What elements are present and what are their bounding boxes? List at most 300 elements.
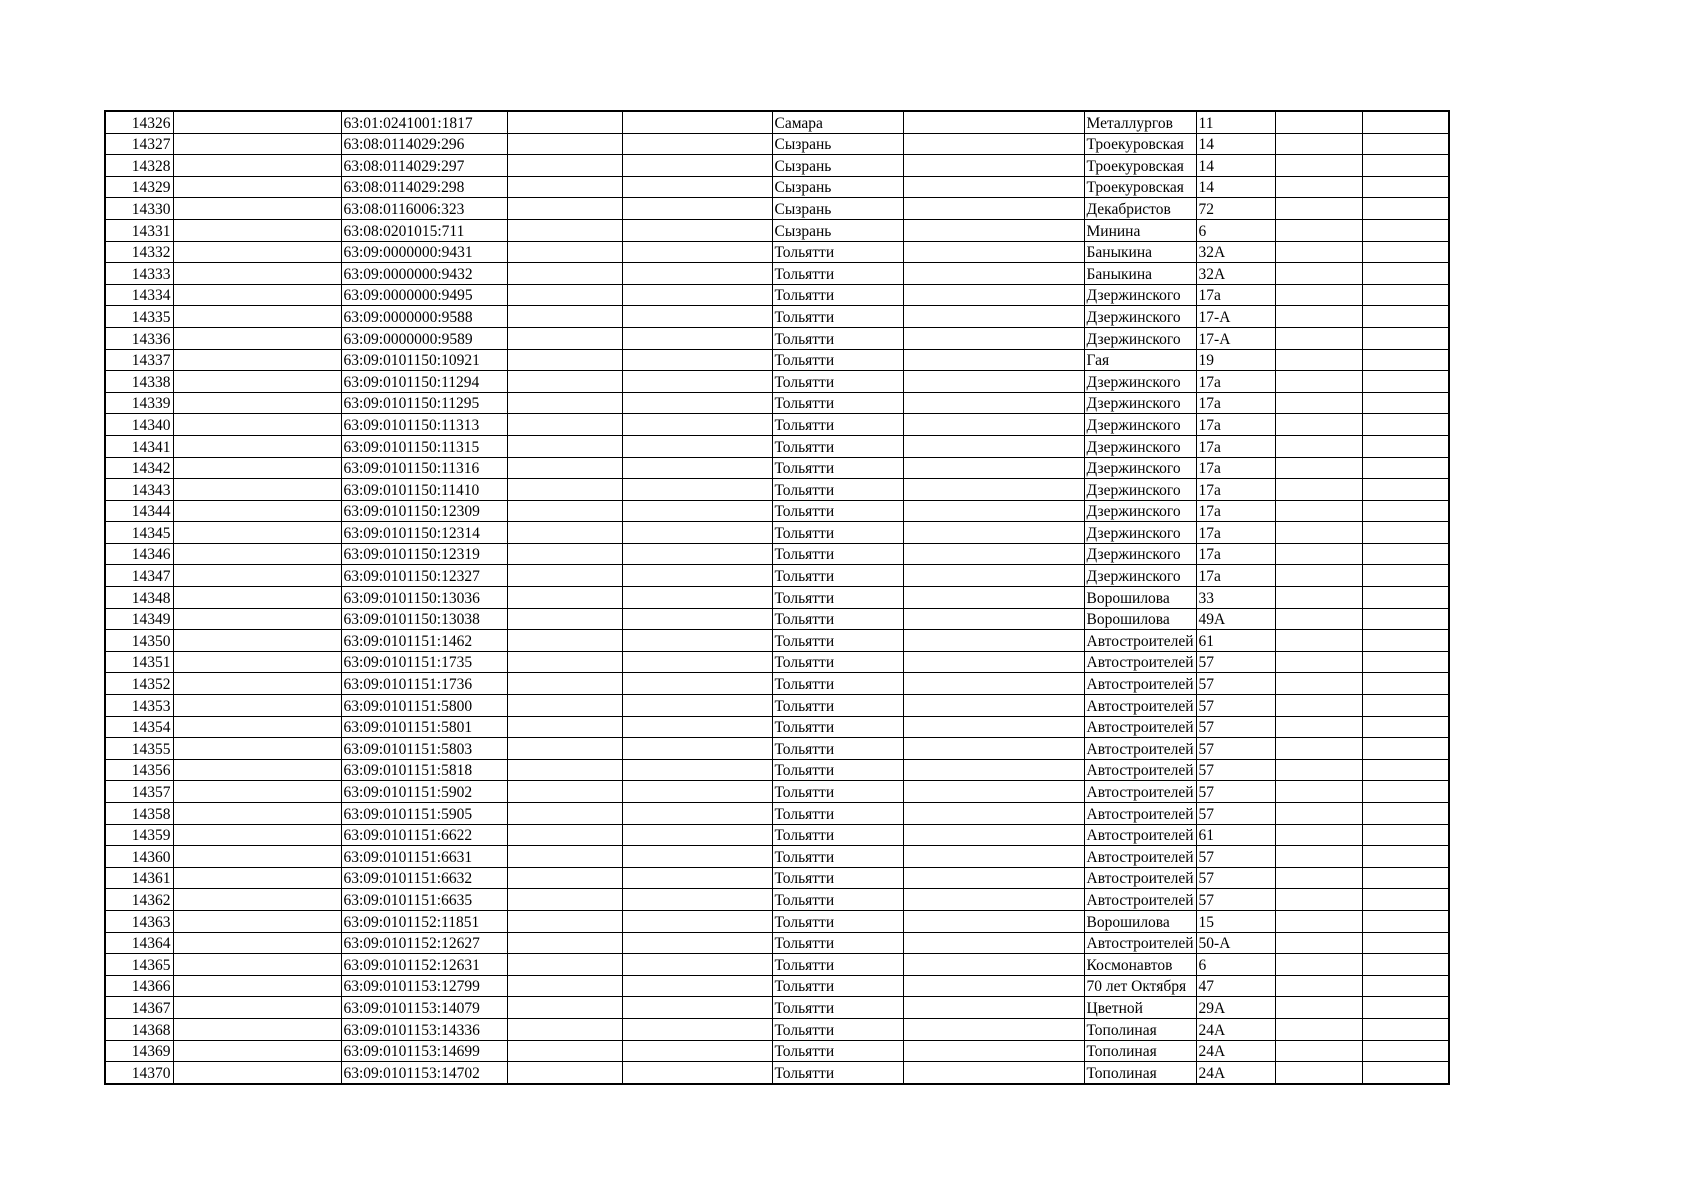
table-row xyxy=(105,867,1449,889)
table-row xyxy=(105,176,1449,198)
cadastral-number-cell: 63:09:0101151:1735 xyxy=(341,651,507,673)
row-number-cell: 14351 xyxy=(105,651,173,673)
blank-cell xyxy=(1275,284,1362,306)
blank-cell xyxy=(622,371,772,393)
house-number-cell: 17-А xyxy=(1196,327,1275,349)
house-number-cell: 17а xyxy=(1196,414,1275,436)
blank-cell xyxy=(622,824,772,846)
blank-cell xyxy=(1275,500,1362,522)
street-cell: Тополиная xyxy=(1084,1018,1196,1040)
house-number-cell: 6 xyxy=(1196,954,1275,976)
blank-cell xyxy=(1362,371,1449,393)
blank-cell xyxy=(903,198,1084,220)
street-cell: Автостроителей xyxy=(1084,673,1196,695)
blank-cell xyxy=(622,803,772,825)
blank-cell xyxy=(173,803,341,825)
blank-cell xyxy=(1275,111,1362,133)
street-cell: Автостроителей xyxy=(1084,824,1196,846)
blank-cell xyxy=(903,587,1084,609)
city-cell: Тольятти xyxy=(772,673,903,695)
blank-cell xyxy=(1275,392,1362,414)
blank-cell xyxy=(1275,630,1362,652)
row-number-cell: 14347 xyxy=(105,565,173,587)
blank-cell xyxy=(173,673,341,695)
blank-cell xyxy=(1275,803,1362,825)
table-row xyxy=(105,1040,1449,1062)
table-row xyxy=(105,543,1449,565)
row-number-cell: 14349 xyxy=(105,608,173,630)
city-cell: Тольятти xyxy=(772,565,903,587)
house-number-cell: 57 xyxy=(1196,695,1275,717)
blank-cell xyxy=(622,241,772,263)
blank-cell xyxy=(173,371,341,393)
street-cell: Дзержинского xyxy=(1084,306,1196,328)
street-cell: Металлургов xyxy=(1084,111,1196,133)
row-number-cell: 14340 xyxy=(105,414,173,436)
blank-cell xyxy=(1275,781,1362,803)
city-cell: Тольятти xyxy=(772,695,903,717)
blank-cell xyxy=(622,1040,772,1062)
blank-cell xyxy=(903,954,1084,976)
blank-cell xyxy=(507,111,622,133)
house-number-cell: 17а xyxy=(1196,371,1275,393)
house-number-cell: 17а xyxy=(1196,522,1275,544)
blank-cell xyxy=(622,198,772,220)
blank-cell xyxy=(507,500,622,522)
cadastral-number-cell: 63:09:0101153:14079 xyxy=(341,997,507,1019)
city-cell: Тольятти xyxy=(772,803,903,825)
blank-cell xyxy=(622,133,772,155)
blank-cell xyxy=(507,133,622,155)
table-row xyxy=(105,306,1449,328)
row-number-cell: 14355 xyxy=(105,738,173,760)
blank-cell xyxy=(173,608,341,630)
blank-cell xyxy=(903,889,1084,911)
table-row xyxy=(105,1062,1449,1084)
street-cell: Дзержинского xyxy=(1084,500,1196,522)
cadastral-number-cell: 63:09:0101151:6631 xyxy=(341,846,507,868)
street-cell: Автостроителей xyxy=(1084,803,1196,825)
city-cell: Сызрань xyxy=(772,198,903,220)
house-number-cell: 24А xyxy=(1196,1040,1275,1062)
blank-cell xyxy=(1275,306,1362,328)
blank-cell xyxy=(507,392,622,414)
blank-cell xyxy=(903,630,1084,652)
city-cell: Самара xyxy=(772,111,903,133)
table-row xyxy=(105,349,1449,371)
table-row xyxy=(105,155,1449,177)
table-row xyxy=(105,241,1449,263)
house-number-cell: 24А xyxy=(1196,1062,1275,1084)
blank-cell xyxy=(1275,219,1362,241)
row-number-cell: 14346 xyxy=(105,543,173,565)
blank-cell xyxy=(1275,155,1362,177)
blank-cell xyxy=(507,954,622,976)
street-cell: Тополиная xyxy=(1084,1040,1196,1062)
row-number-cell: 14354 xyxy=(105,716,173,738)
blank-cell xyxy=(1362,630,1449,652)
city-cell: Сызрань xyxy=(772,219,903,241)
row-number-cell: 14356 xyxy=(105,759,173,781)
city-cell: Тольятти xyxy=(772,587,903,609)
blank-cell xyxy=(173,241,341,263)
blank-cell xyxy=(903,133,1084,155)
blank-cell xyxy=(173,587,341,609)
blank-cell xyxy=(903,759,1084,781)
blank-cell xyxy=(173,392,341,414)
house-number-cell: 14 xyxy=(1196,176,1275,198)
city-cell: Тольятти xyxy=(772,630,903,652)
street-cell: Автостроителей xyxy=(1084,932,1196,954)
cadastral-number-cell: 63:09:0101153:12799 xyxy=(341,975,507,997)
table-body xyxy=(105,111,1449,1084)
cadastral-number-cell: 63:09:0101151:1462 xyxy=(341,630,507,652)
blank-cell xyxy=(622,155,772,177)
blank-cell xyxy=(173,435,341,457)
blank-cell xyxy=(622,176,772,198)
cadastral-number-cell: 63:09:0101150:11315 xyxy=(341,435,507,457)
house-number-cell: 57 xyxy=(1196,673,1275,695)
row-number-cell: 14353 xyxy=(105,695,173,717)
cadastral-number-cell: 63:09:0101150:12319 xyxy=(341,543,507,565)
house-number-cell: 57 xyxy=(1196,846,1275,868)
street-cell: Ворошилова xyxy=(1084,587,1196,609)
blank-cell xyxy=(1362,349,1449,371)
house-number-cell: 32А xyxy=(1196,263,1275,285)
cadastral-number-cell: 63:09:0101150:11295 xyxy=(341,392,507,414)
row-number-cell: 14368 xyxy=(105,1018,173,1040)
blank-cell xyxy=(507,695,622,717)
cadastral-number-cell: 63:09:0101150:13038 xyxy=(341,608,507,630)
house-number-cell: 17а xyxy=(1196,543,1275,565)
blank-cell xyxy=(1275,176,1362,198)
street-cell: Дзержинского xyxy=(1084,457,1196,479)
blank-cell xyxy=(903,1062,1084,1084)
house-number-cell: 17а xyxy=(1196,284,1275,306)
city-cell: Тольятти xyxy=(772,608,903,630)
table-row xyxy=(105,327,1449,349)
city-cell: Тольятти xyxy=(772,543,903,565)
city-cell: Тольятти xyxy=(772,371,903,393)
blank-cell xyxy=(1275,327,1362,349)
blank-cell xyxy=(173,263,341,285)
table-row xyxy=(105,759,1449,781)
table-row xyxy=(105,781,1449,803)
street-cell: Автостроителей xyxy=(1084,889,1196,911)
street-cell: Автостроителей xyxy=(1084,759,1196,781)
house-number-cell: 61 xyxy=(1196,630,1275,652)
city-cell: Сызрань xyxy=(772,155,903,177)
table-row xyxy=(105,651,1449,673)
street-cell: Дзержинского xyxy=(1084,479,1196,501)
blank-cell xyxy=(173,349,341,371)
blank-cell xyxy=(1275,435,1362,457)
blank-cell xyxy=(622,327,772,349)
row-number-cell: 14330 xyxy=(105,198,173,220)
street-cell: Тополиная xyxy=(1084,1062,1196,1084)
city-cell: Тольятти xyxy=(772,867,903,889)
blank-cell xyxy=(1362,327,1449,349)
row-number-cell: 14366 xyxy=(105,975,173,997)
blank-cell xyxy=(622,1062,772,1084)
city-cell: Тольятти xyxy=(772,263,903,285)
blank-cell xyxy=(173,155,341,177)
blank-cell xyxy=(622,587,772,609)
table-row xyxy=(105,846,1449,868)
blank-cell xyxy=(1275,910,1362,932)
blank-cell xyxy=(173,522,341,544)
city-cell: Тольятти xyxy=(772,1018,903,1040)
cadastral-number-cell: 63:09:0101150:12314 xyxy=(341,522,507,544)
row-number-cell: 14328 xyxy=(105,155,173,177)
city-cell: Тольятти xyxy=(772,932,903,954)
row-number-cell: 14348 xyxy=(105,587,173,609)
blank-cell xyxy=(903,1018,1084,1040)
house-number-cell: 17а xyxy=(1196,565,1275,587)
blank-cell xyxy=(173,1040,341,1062)
row-number-cell: 14370 xyxy=(105,1062,173,1084)
blank-cell xyxy=(903,803,1084,825)
blank-cell xyxy=(622,738,772,760)
street-cell: Автостроителей xyxy=(1084,846,1196,868)
blank-cell xyxy=(1275,975,1362,997)
blank-cell xyxy=(903,781,1084,803)
blank-cell xyxy=(173,306,341,328)
blank-cell xyxy=(903,284,1084,306)
blank-cell xyxy=(507,457,622,479)
blank-cell xyxy=(173,997,341,1019)
blank-cell xyxy=(622,997,772,1019)
blank-cell xyxy=(903,543,1084,565)
blank-cell xyxy=(622,673,772,695)
blank-cell xyxy=(1362,975,1449,997)
street-cell: Автостроителей xyxy=(1084,867,1196,889)
blank-cell xyxy=(622,284,772,306)
cadastral-number-cell: 63:09:0101150:13036 xyxy=(341,587,507,609)
cadastral-number-cell: 63:09:0101152:12627 xyxy=(341,932,507,954)
blank-cell xyxy=(173,1062,341,1084)
house-number-cell: 47 xyxy=(1196,975,1275,997)
blank-cell xyxy=(1362,1018,1449,1040)
row-number-cell: 14362 xyxy=(105,889,173,911)
cadastral-number-cell: 63:09:0101152:12631 xyxy=(341,954,507,976)
blank-cell xyxy=(903,414,1084,436)
table-row xyxy=(105,910,1449,932)
row-number-cell: 14342 xyxy=(105,457,173,479)
blank-cell xyxy=(507,932,622,954)
blank-cell xyxy=(1362,457,1449,479)
blank-cell xyxy=(1362,651,1449,673)
table-row xyxy=(105,738,1449,760)
house-number-cell: 33 xyxy=(1196,587,1275,609)
blank-cell xyxy=(903,910,1084,932)
table-row xyxy=(105,608,1449,630)
blank-cell xyxy=(622,867,772,889)
blank-cell xyxy=(1275,867,1362,889)
table-row xyxy=(105,479,1449,501)
table-row xyxy=(105,587,1449,609)
row-number-cell: 14341 xyxy=(105,435,173,457)
blank-cell xyxy=(903,500,1084,522)
blank-cell xyxy=(173,738,341,760)
row-number-cell: 14327 xyxy=(105,133,173,155)
cadastral-number-cell: 63:09:0000000:9589 xyxy=(341,327,507,349)
blank-cell xyxy=(903,824,1084,846)
blank-cell xyxy=(622,522,772,544)
table-row xyxy=(105,371,1449,393)
blank-cell xyxy=(1362,846,1449,868)
street-cell: Троекуровская xyxy=(1084,155,1196,177)
cadastral-number-cell: 63:01:0241001:1817 xyxy=(341,111,507,133)
blank-cell xyxy=(903,716,1084,738)
city-cell: Тольятти xyxy=(772,781,903,803)
blank-cell xyxy=(1362,565,1449,587)
cadastral-number-cell: 63:09:0101152:11851 xyxy=(341,910,507,932)
blank-cell xyxy=(173,975,341,997)
cadastral-number-cell: 63:09:0101151:5801 xyxy=(341,716,507,738)
house-number-cell: 50-А xyxy=(1196,932,1275,954)
city-cell: Тольятти xyxy=(772,500,903,522)
table-row xyxy=(105,975,1449,997)
table-row xyxy=(105,392,1449,414)
cadastral-number-cell: 63:09:0101150:11294 xyxy=(341,371,507,393)
cadastral-number-cell: 63:09:0000000:9432 xyxy=(341,263,507,285)
blank-cell xyxy=(507,975,622,997)
table-row xyxy=(105,133,1449,155)
city-cell: Сызрань xyxy=(772,133,903,155)
blank-cell xyxy=(1362,932,1449,954)
blank-cell xyxy=(1275,198,1362,220)
row-number-cell: 14365 xyxy=(105,954,173,976)
city-cell: Тольятти xyxy=(772,846,903,868)
blank-cell xyxy=(622,651,772,673)
street-cell: Дзержинского xyxy=(1084,392,1196,414)
street-cell: Дзержинского xyxy=(1084,435,1196,457)
house-number-cell: 19 xyxy=(1196,349,1275,371)
blank-cell xyxy=(1275,263,1362,285)
row-number-cell: 14326 xyxy=(105,111,173,133)
blank-cell xyxy=(173,500,341,522)
blank-cell xyxy=(173,327,341,349)
house-number-cell: 6 xyxy=(1196,219,1275,241)
blank-cell xyxy=(1275,608,1362,630)
row-number-cell: 14334 xyxy=(105,284,173,306)
blank-cell xyxy=(507,587,622,609)
table-row xyxy=(105,1018,1449,1040)
blank-cell xyxy=(1275,824,1362,846)
blank-cell xyxy=(1362,1062,1449,1084)
street-cell: Дзержинского xyxy=(1084,522,1196,544)
table-row xyxy=(105,219,1449,241)
blank-cell xyxy=(903,932,1084,954)
blank-cell xyxy=(173,198,341,220)
blank-cell xyxy=(903,565,1084,587)
city-cell: Тольятти xyxy=(772,954,903,976)
house-number-cell: 14 xyxy=(1196,155,1275,177)
cadastral-number-cell: 63:09:0101150:10921 xyxy=(341,349,507,371)
house-number-cell: 49А xyxy=(1196,608,1275,630)
city-cell: Тольятти xyxy=(772,889,903,911)
blank-cell xyxy=(1275,846,1362,868)
table-row xyxy=(105,500,1449,522)
blank-cell xyxy=(507,846,622,868)
blank-cell xyxy=(622,392,772,414)
city-cell: Тольятти xyxy=(772,327,903,349)
row-number-cell: 14369 xyxy=(105,1040,173,1062)
blank-cell xyxy=(1362,133,1449,155)
blank-cell xyxy=(507,738,622,760)
street-cell: Дзержинского xyxy=(1084,565,1196,587)
street-cell: Космонавтов xyxy=(1084,954,1196,976)
blank-cell xyxy=(1275,673,1362,695)
blank-cell xyxy=(903,997,1084,1019)
blank-cell xyxy=(507,349,622,371)
cadastral-number-cell: 63:09:0000000:9495 xyxy=(341,284,507,306)
blank-cell xyxy=(1362,219,1449,241)
blank-cell xyxy=(1275,133,1362,155)
blank-cell xyxy=(1362,522,1449,544)
blank-cell xyxy=(1275,1062,1362,1084)
row-number-cell: 14329 xyxy=(105,176,173,198)
city-cell: Тольятти xyxy=(772,910,903,932)
city-cell: Тольятти xyxy=(772,975,903,997)
blank-cell xyxy=(622,111,772,133)
street-cell: Троекуровская xyxy=(1084,133,1196,155)
blank-cell xyxy=(622,910,772,932)
cadastral-number-cell: 63:09:0101150:12309 xyxy=(341,500,507,522)
row-number-cell: 14333 xyxy=(105,263,173,285)
street-cell: 70 лет Октября xyxy=(1084,975,1196,997)
blank-cell xyxy=(903,608,1084,630)
blank-cell xyxy=(622,716,772,738)
table-row xyxy=(105,695,1449,717)
city-cell: Тольятти xyxy=(772,738,903,760)
city-cell: Тольятти xyxy=(772,997,903,1019)
blank-cell xyxy=(622,543,772,565)
blank-cell xyxy=(1362,306,1449,328)
blank-cell xyxy=(1275,759,1362,781)
blank-cell xyxy=(1362,954,1449,976)
table-row xyxy=(105,716,1449,738)
row-number-cell: 14337 xyxy=(105,349,173,371)
blank-cell xyxy=(622,932,772,954)
blank-cell xyxy=(1362,176,1449,198)
street-cell: Ворошилова xyxy=(1084,608,1196,630)
row-number-cell: 14359 xyxy=(105,824,173,846)
row-number-cell: 14332 xyxy=(105,241,173,263)
blank-cell xyxy=(507,803,622,825)
street-cell: Автостроителей xyxy=(1084,781,1196,803)
cadastral-number-cell: 63:09:0101150:11316 xyxy=(341,457,507,479)
registry-table xyxy=(104,110,1450,1085)
blank-cell xyxy=(622,435,772,457)
house-number-cell: 29А xyxy=(1196,997,1275,1019)
cadastral-number-cell: 63:08:0114029:297 xyxy=(341,155,507,177)
blank-cell xyxy=(903,867,1084,889)
blank-cell xyxy=(507,1040,622,1062)
blank-cell xyxy=(507,910,622,932)
blank-cell xyxy=(173,219,341,241)
row-number-cell: 14335 xyxy=(105,306,173,328)
blank-cell xyxy=(507,522,622,544)
cadastral-number-cell: 63:09:0101151:5803 xyxy=(341,738,507,760)
blank-cell xyxy=(1362,738,1449,760)
blank-cell xyxy=(1362,198,1449,220)
blank-cell xyxy=(622,479,772,501)
cadastral-number-cell: 63:09:0101150:12327 xyxy=(341,565,507,587)
blank-cell xyxy=(903,738,1084,760)
blank-cell xyxy=(903,846,1084,868)
